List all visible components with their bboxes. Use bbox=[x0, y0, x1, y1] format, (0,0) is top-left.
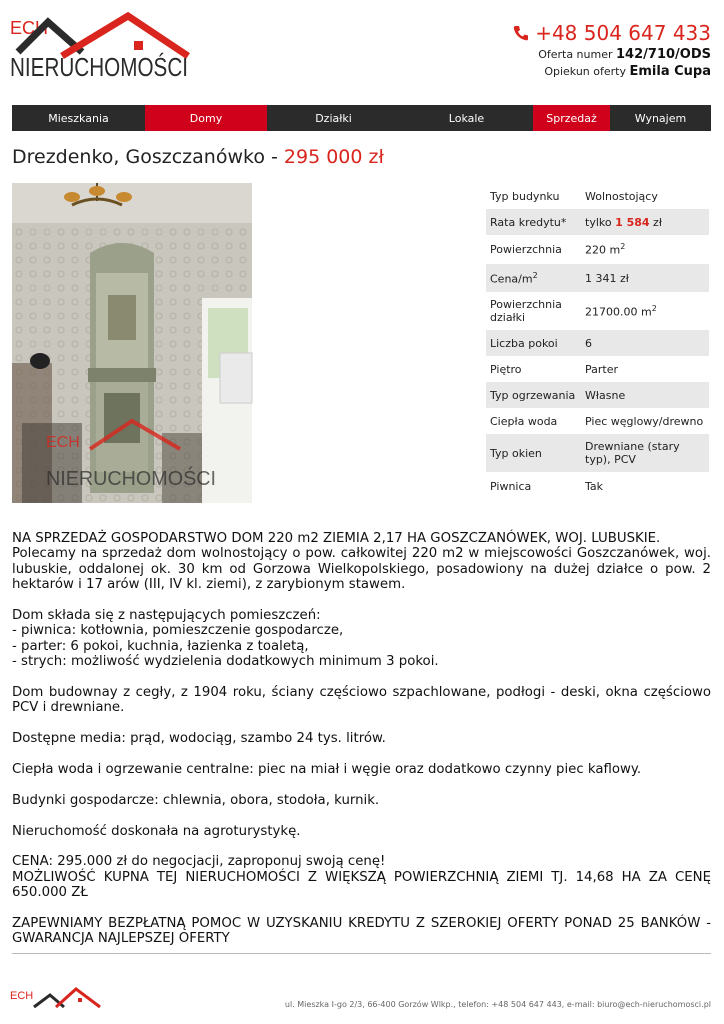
table-row bbox=[486, 183, 709, 209]
svg-text:NIERUCHOMOŚCI: NIERUCHOMOŚCI bbox=[46, 468, 219, 490]
spec-key: Typ ogrzewania bbox=[486, 382, 581, 408]
listing-location: Drezdenko, Goszczanówko bbox=[12, 146, 265, 168]
table-row bbox=[486, 330, 709, 356]
spec-key: Powierzchnia działki bbox=[490, 298, 562, 324]
agent-name: Emila Cupa bbox=[629, 64, 711, 79]
offer-line bbox=[513, 46, 711, 63]
spec-value: 1 341 zł bbox=[581, 264, 709, 292]
table-row bbox=[486, 292, 709, 330]
page-title bbox=[12, 146, 384, 168]
spec-key: Ciepła woda bbox=[490, 414, 558, 428]
description-paragraph: Dostępne media: prąd, wodociąg, szambo 24 tys. litrów. bbox=[12, 731, 386, 747]
rate-prefix: tylko bbox=[585, 215, 612, 229]
listing-photo[interactable] bbox=[12, 183, 252, 503]
description-paragraph: Nieruchomość doskonała na agroturystykę. bbox=[12, 823, 301, 839]
nav-item-lokale[interactable]: Lokale bbox=[448, 111, 485, 125]
spec-key: Rata kredytu* bbox=[486, 209, 581, 235]
spec-key: Piwnica bbox=[490, 479, 532, 493]
table-row bbox=[486, 408, 709, 434]
listing-description bbox=[12, 531, 711, 947]
spec-key: Liczba pokoi bbox=[486, 330, 581, 356]
phone-icon bbox=[513, 25, 529, 41]
rate-amount: 1 584 bbox=[615, 215, 650, 229]
contact-block bbox=[513, 20, 711, 80]
spec-value: Tak bbox=[585, 479, 604, 493]
svg-text:ECH: ECH bbox=[46, 434, 80, 451]
table-row bbox=[486, 356, 709, 382]
spec-value: Wolnostojący bbox=[585, 189, 658, 203]
nav-item-wynajem[interactable]: Wynajem bbox=[634, 111, 687, 125]
spec-key: Cena/$m^2$ bbox=[486, 264, 581, 292]
company-logo[interactable] bbox=[10, 10, 195, 82]
offer-label: Oferta numer bbox=[538, 48, 613, 61]
spec-value: 220 $m^2$ bbox=[585, 242, 626, 257]
spec-key: Typ okien bbox=[486, 434, 581, 472]
logo-main-text: NIERUCHOMOŚCI bbox=[10, 52, 188, 82]
table-row bbox=[486, 382, 709, 408]
main-nav bbox=[12, 105, 711, 131]
specs-table bbox=[486, 183, 709, 500]
table-row bbox=[486, 209, 709, 235]
nav-item-dzialki[interactable]: Działki bbox=[315, 111, 352, 125]
agent-line bbox=[513, 63, 711, 80]
description-paragraph: NA SPRZEDAŻ GOSPODARSTWO DOM 220 m2 ZIEMIA 2,17 HA GOSZCZANÓWEK, WOJ. LUBUSKIE. Polecamy na sprzedaż dom wolnostojący o pow. całkowitej 220 m2 w miejscowości Goszczanówek, woj. lubuskie, oddalonej ok. 30 km od Gorzowa Wielkopolskiego, posadowiony na dużej działce o pow. 2 hektarów i 17 arów (III, IV kl. ziemi), z zarybionym stawem. bbox=[12, 531, 711, 593]
table-row bbox=[486, 235, 709, 264]
table-row bbox=[486, 434, 709, 472]
spec-value: 6 bbox=[581, 330, 709, 356]
title-separator: - bbox=[264, 146, 284, 168]
nav-item-domy[interactable]: Domy bbox=[145, 105, 267, 131]
footer-logo-text: ECH bbox=[10, 990, 34, 1002]
description-paragraph: ZAPEWNIAMY BEZPŁATNĄ POMOC W UZYSKANIU KREDYTU Z SZEROKIEJ OFERTY PONAD 25 BANKÓW - GWARANCJA NAJLEPSZEJ OFERTY bbox=[12, 916, 711, 947]
description-paragraph: Dom składa się z następujących pomieszczeń: - piwnica: kotłownia, pomieszczenie gospodarcze, - parter: 6 pokoi, kuchnia, łazienka z toaletą, - strych: możliwość wydzielenia dodatkowych minimum 3 pokoi. bbox=[12, 608, 439, 670]
agent-label: Opiekun oferty bbox=[544, 65, 626, 78]
spec-value: 21700.00 $m^2$ bbox=[585, 303, 657, 319]
spec-key: Typ budynku bbox=[490, 189, 560, 203]
divider bbox=[12, 953, 711, 954]
footer-logo[interactable] bbox=[10, 985, 102, 1009]
nav-item-mieszkania[interactable]: Mieszkania bbox=[48, 111, 109, 125]
rate-suffix: zł bbox=[653, 215, 662, 229]
phone-text[interactable]: +48 504 647 433 bbox=[535, 21, 711, 45]
spec-value: Drewniane (stary typ), PCV bbox=[581, 434, 709, 472]
description-paragraph: CENA: 295.000 zł do negocjacji, zaproponuj swoją cenę! MOŻLIWOŚĆ KUPNA TEJ NIERUCHOMOŚCI Z WIĘKSZĄ POWIERZCHNIĄ ZIEMI TJ. 14,68 HA ZA CENĘ 650.000 ZŁ bbox=[12, 854, 711, 901]
spec-value: Własne bbox=[581, 382, 709, 408]
spec-key: Piętro bbox=[490, 362, 522, 376]
nav-item-sprzedaz[interactable]: Sprzedaż bbox=[533, 105, 610, 131]
logo-top-text: ECH bbox=[10, 18, 49, 38]
footer-address: ul. Mieszka I-go 2/3, 66-400 Gorzów Wlkp., telefon: +48 504 647 443, e-mail: biuro@ech-nieruchomosci.pl bbox=[284, 1000, 711, 1009]
description-paragraph: Budynki gospodarcze: chlewnia, obora, stodoła, kurnik. bbox=[12, 792, 380, 808]
spec-value bbox=[581, 209, 709, 235]
table-row bbox=[486, 472, 709, 500]
description-paragraph: Dom budownay z cegły, z 1904 roku, ściany częściowo szpachlowane, podłogi - deski, okna częściowo PCV i drewniane. bbox=[12, 685, 711, 716]
spec-key: Powierzchnia bbox=[490, 243, 562, 256]
phone-number[interactable] bbox=[513, 20, 711, 46]
description-paragraph: Ciepła woda i ogrzewanie centralne: piec na miał i węgie oraz dodatkowo czynny piec kaflowy. bbox=[12, 762, 642, 778]
offer-number: 142/710/ODS bbox=[616, 47, 711, 62]
table-row bbox=[486, 264, 709, 292]
spec-value: Parter bbox=[585, 362, 619, 376]
spec-value: Piec węglowy/drewno bbox=[585, 414, 704, 428]
listing-price: 295 000 zł bbox=[283, 146, 384, 168]
